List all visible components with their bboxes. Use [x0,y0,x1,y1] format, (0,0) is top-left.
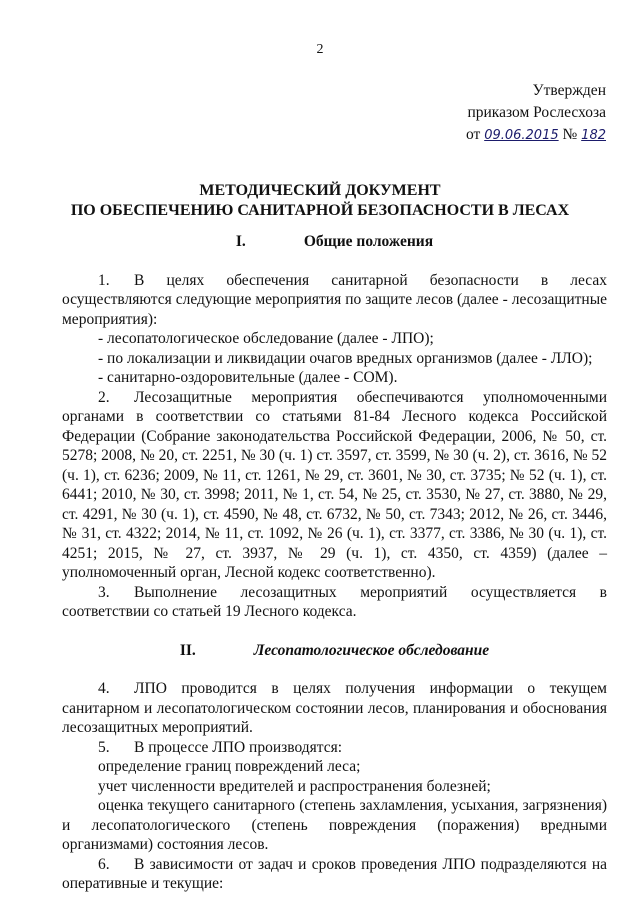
section-title-2: Лесопатологическое обследование [253,641,490,659]
paragraph-number: 6. [98,855,110,873]
approval-line-2: приказом Рослесхоза [467,104,606,121]
list-item: - по локализации и ликвидации очагов вредных организмов (далее - ЛЛО); [98,349,593,367]
page-number: 2 [316,42,324,57]
document-body [62,232,607,894]
section-heading-1 [62,232,607,252]
paragraph-5 [62,738,607,758]
list-item: - лесопатологическое обследование (далее - ЛПО); [98,330,434,347]
approval-number: 182 [581,128,606,143]
approval-date: 09.06.2015 [484,128,559,143]
document-title-line-1: МЕТОДИЧЕСКИЙ ДОКУМЕНТ [199,182,441,199]
list-item: определение границ повреждений леса; [98,758,361,775]
paragraph-text: Лесозащитные мероприятия обеспечиваются уполномоченными органами в соответствии со статьями 81-84 Лесного кодекса Российской Федерации (Собрание законодательства Российской Федерации, 2006, № 50, ст. 5278; 2008, № 20, ст. 2251, № 30 (ч. 1) ст. 3597, ст. 3599, № 30 (ч. 2), ст. 3616, № 52 (ч. 1), ст. 6236; 2009, № 11, ст. 1261, № 29, ст. 3601, № 30, ст. 3735; № 52 (ч. 1), ст. 6441; 2010, № 30, ст. 3998; 2011, № 1, ст. 54, № 25, ст. 3530, № 27, ст. 3880, № 29, ст. 4291, № 30 (ч. 1), ст. 4590, № 48, ст. 6732, № 50, ст. 7343; 2012, № 26, ст. 3446, № 31, ст. 4322; 2014, № 11, ст. 1092, № 26 (ч. 1), ст. 3377, ст. 3386, № 30 (ч. 1), ст. 4251; 2015, № 27, ст. 3937, № 29 (ч. 1), ст. 4350, ст. 4359) (далее – уполномоченный орган, Лесной кодекс соответственно). [62,388,607,581]
list-item: учет численности вредителей и распространения болезней; [98,777,491,795]
paragraph-number: 2. [98,388,110,406]
section-number-1: I. [235,233,246,250]
paragraph-6 [62,855,607,894]
approval-block [466,80,606,147]
paragraph-3 [62,583,607,622]
approval-line-1: Утвержден [532,82,606,99]
paragraph-text: В целях обеспечения санитарной безопасности в лесах осуществляются следующие мероприятия по защите лесов (далее - лесозащитные мероприятия): [62,271,607,328]
paragraph-1 [62,271,607,330]
paragraph-number: 3. [98,583,110,601]
paragraph-text: ЛПО проводится в целях получения информации о текущем санитарном и лесопатологическом состоянии лесов, планирования и обоснования лесозащитных мероприятий. [62,680,607,736]
paragraph-text: В процессе ЛПО производятся: [134,738,343,756]
paragraph-number: 4. [98,680,110,697]
section-heading-2 [62,641,607,661]
paragraph-4 [62,679,607,738]
approval-no-label: № [562,126,578,143]
section-title-1: Общие положения [303,233,434,250]
approval-prefix: от [465,126,481,143]
document-title [0,181,640,221]
document-title-line-2: ПО ОБЕСПЕЧЕНИЮ САНИТАРНОЙ БЕЗОПАСНОСТИ В ЛЕСАХ [70,202,570,219]
list-item: - санитарно-оздоровительные (далее - СОМ). [98,369,398,386]
paragraph-2 [62,388,607,583]
section-number-2: II. [179,641,196,659]
approval-line-3 [466,124,606,147]
list-item: оценка текущего санитарного (степень захламления, усыхания, загрязнения) и лесопатологического (степень повреждения (поражения) вредными организмами) состояния лесов. [62,797,607,853]
paragraph-number: 5. [98,738,110,756]
paragraph-text: В зависимости от задач и сроков проведения ЛПО подразделяются на оперативные и текущие: [62,855,607,892]
paragraph-number: 1. [98,271,110,289]
paragraph-text: Выполнение лесозащитных мероприятий осуществляется в соответствии со статьей 19 Лесного кодекса. [62,583,607,620]
